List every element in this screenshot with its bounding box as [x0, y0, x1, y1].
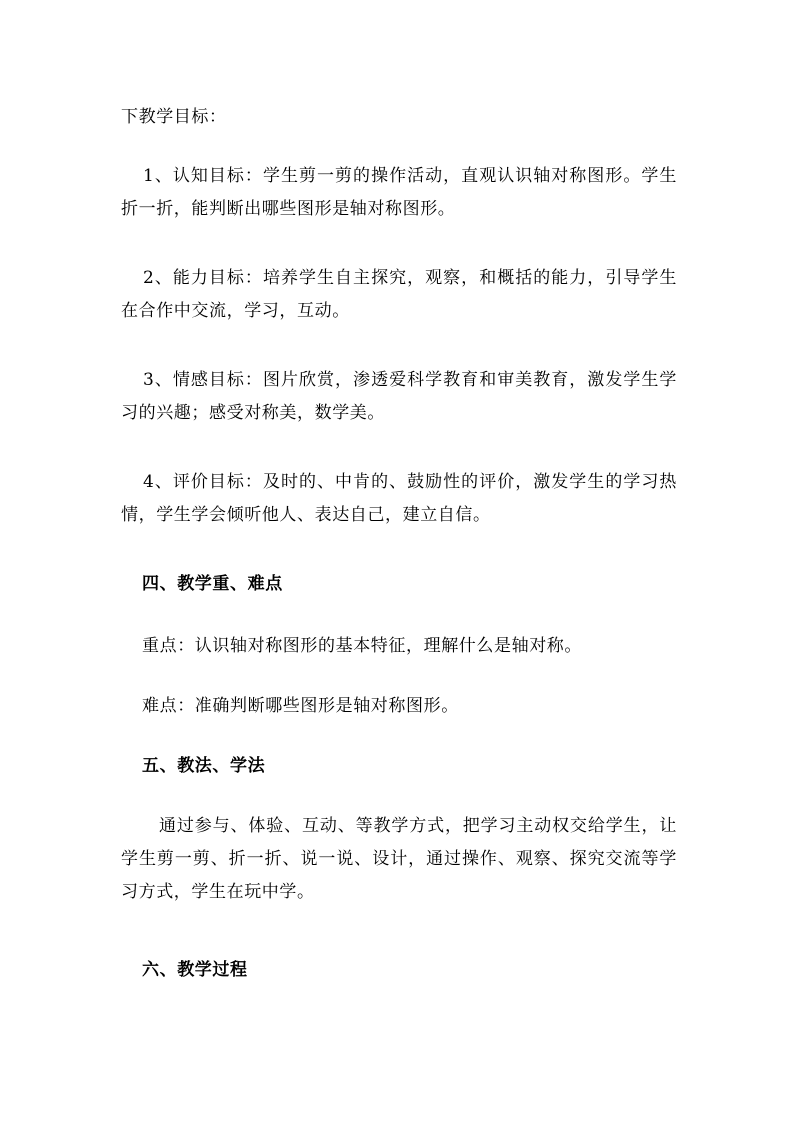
objective-evaluation: 4、评价目标：及时的、中肯的、鼓励性的评价，激发学生的学习热情，学生学会倾听他人、表达自己，建立自信。 — [121, 472, 677, 525]
objective-cognitive: 1、认知目标：学生剪一剪的操作活动，直观认识轴对称图形。学生折一折，能判断出哪些图形是轴对称图形。 — [121, 166, 677, 219]
methods-paragraph: 通过参与、体验、互动、等教学方式，把学习主动权交给学生，让学生剪一剪、折一折、说一说、设计，通过操作、观察、探究交流等学习方式，学生在玩中学。 — [121, 816, 677, 902]
section-heading-methods: 五、教法、学法 — [142, 756, 266, 776]
intro-line: 下教学目标： — [121, 107, 227, 127]
objective-ability: 2、能力目标：培养学生自主探究，观察，和概括的能力，引导学生在合作中交流，学习，互动。 — [121, 268, 677, 321]
section-heading-process: 六、教学过程 — [142, 960, 248, 980]
section-heading-key-difficult: 四、教学重、难点 — [142, 574, 283, 594]
key-point: 重点：认识轴对称图形的基本特征，理解什么是轴对称。 — [142, 636, 582, 656]
objective-emotional: 3、情感目标：图片欣赏，渗透爱科学教育和审美教育，激发学生学习的兴趣；感受对称美，数学美。 — [121, 370, 677, 423]
difficult-point: 难点：准确判断哪些图形是轴对称图形。 — [142, 696, 459, 716]
